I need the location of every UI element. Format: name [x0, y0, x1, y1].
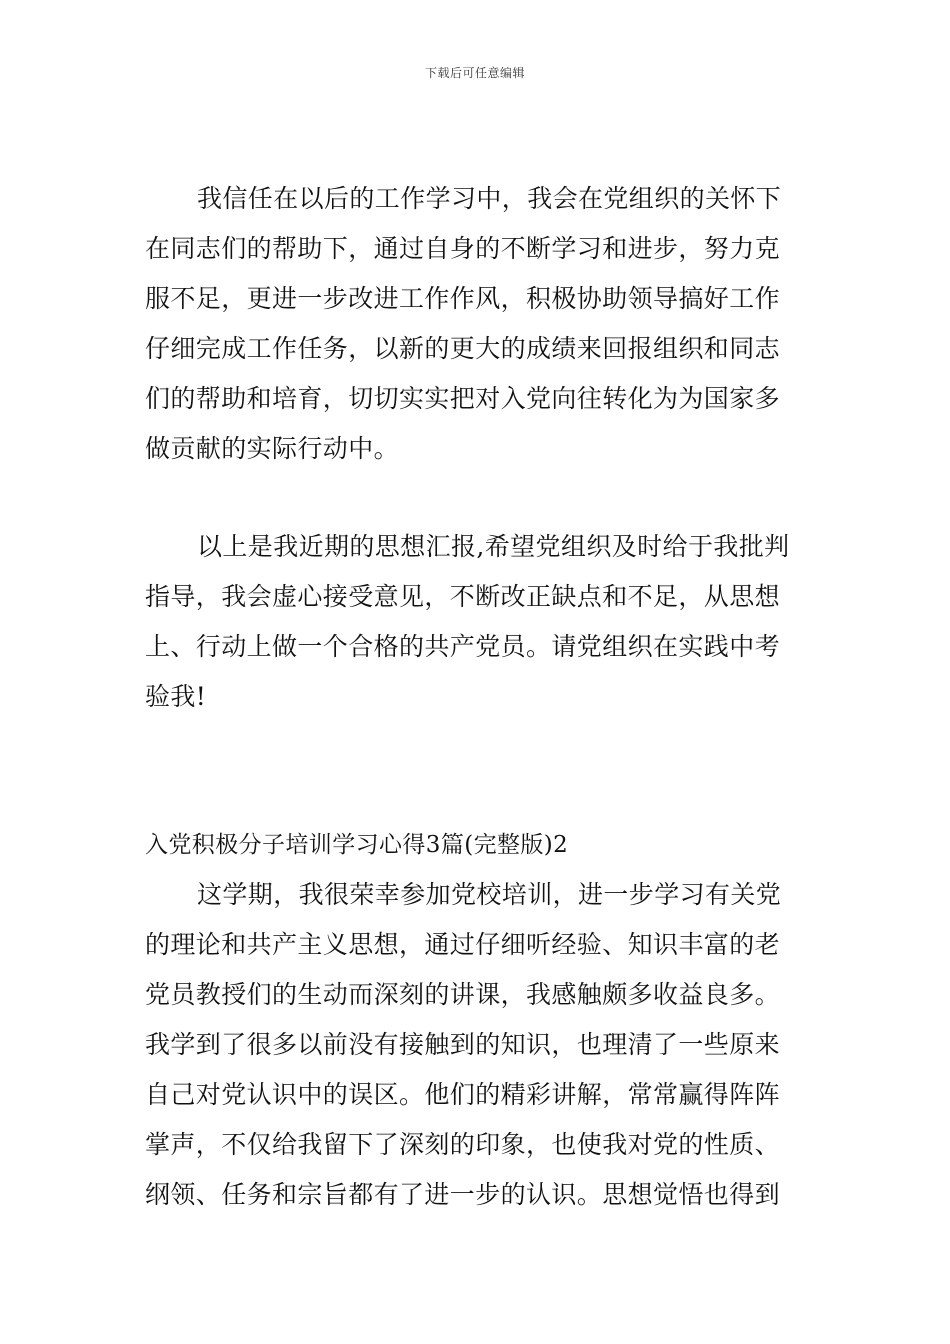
paragraph-3-line-1: 这学期，我很荣幸参加党校培训，进一步学习有关党	[197, 880, 782, 909]
paragraph-3-line-3: 党员教授们的生动而深刻的讲课，我感触颇多收益良多。	[145, 980, 781, 1009]
paragraph-2-line-2: 指导，我会虚心接受意见，不断改正缺点和不足，从思想	[145, 582, 781, 611]
paragraph-1-line-2: 在同志们的帮助下，通过自身的不断学习和进步，努力克	[145, 234, 781, 263]
paragraph-3-line-6: 掌声，不仅给我留下了深刻的印象，也使我对党的性质、	[145, 1130, 781, 1159]
paragraph-1-line-6: 做贡献的实际行动中。	[145, 434, 400, 463]
page-header: 下载后可任意编辑	[424, 66, 525, 80]
paragraph-3-line-5: 自己对党认识中的误区。他们的精彩讲解，常常赢得阵阵	[145, 1080, 781, 1109]
paragraph-1-line-1: 我信任在以后的工作学习中，我会在党组织的关怀下	[197, 184, 782, 213]
paragraph-2-line-3: 上、行动上做一个合格的共产党员。请党组织在实践中考	[145, 632, 781, 661]
section-title: 入党积极分子培训学习心得3篇(完整版)2	[145, 832, 569, 858]
paragraph-1-line-3: 服不足，更进一步改进工作作风，积极协助领导搞好工作	[145, 284, 781, 313]
paragraph-3-line-7: 纲领、任务和宗旨都有了进一步的认识。思想觉悟也得到	[145, 1180, 781, 1209]
paragraph-3-line-2: 的理论和共产主义思想，通过仔细听经验、知识丰富的老	[145, 930, 781, 959]
paragraph-3-line-4: 我学到了很多以前没有接触到的知识，也理清了一些原来	[145, 1030, 781, 1059]
paragraph-2-line-1: 以上是我近期的思想汇报,希望党组织及时给于我批判	[197, 532, 790, 561]
paragraph-1-line-4: 仔细完成工作任务，以新的更大的成绩来回报组织和同志	[145, 334, 781, 363]
paragraph-2-line-4: 验我!	[145, 682, 207, 711]
paragraph-1-line-5: 们的帮助和培育，切切实实把对入党向往转化为为国家多	[145, 384, 781, 413]
